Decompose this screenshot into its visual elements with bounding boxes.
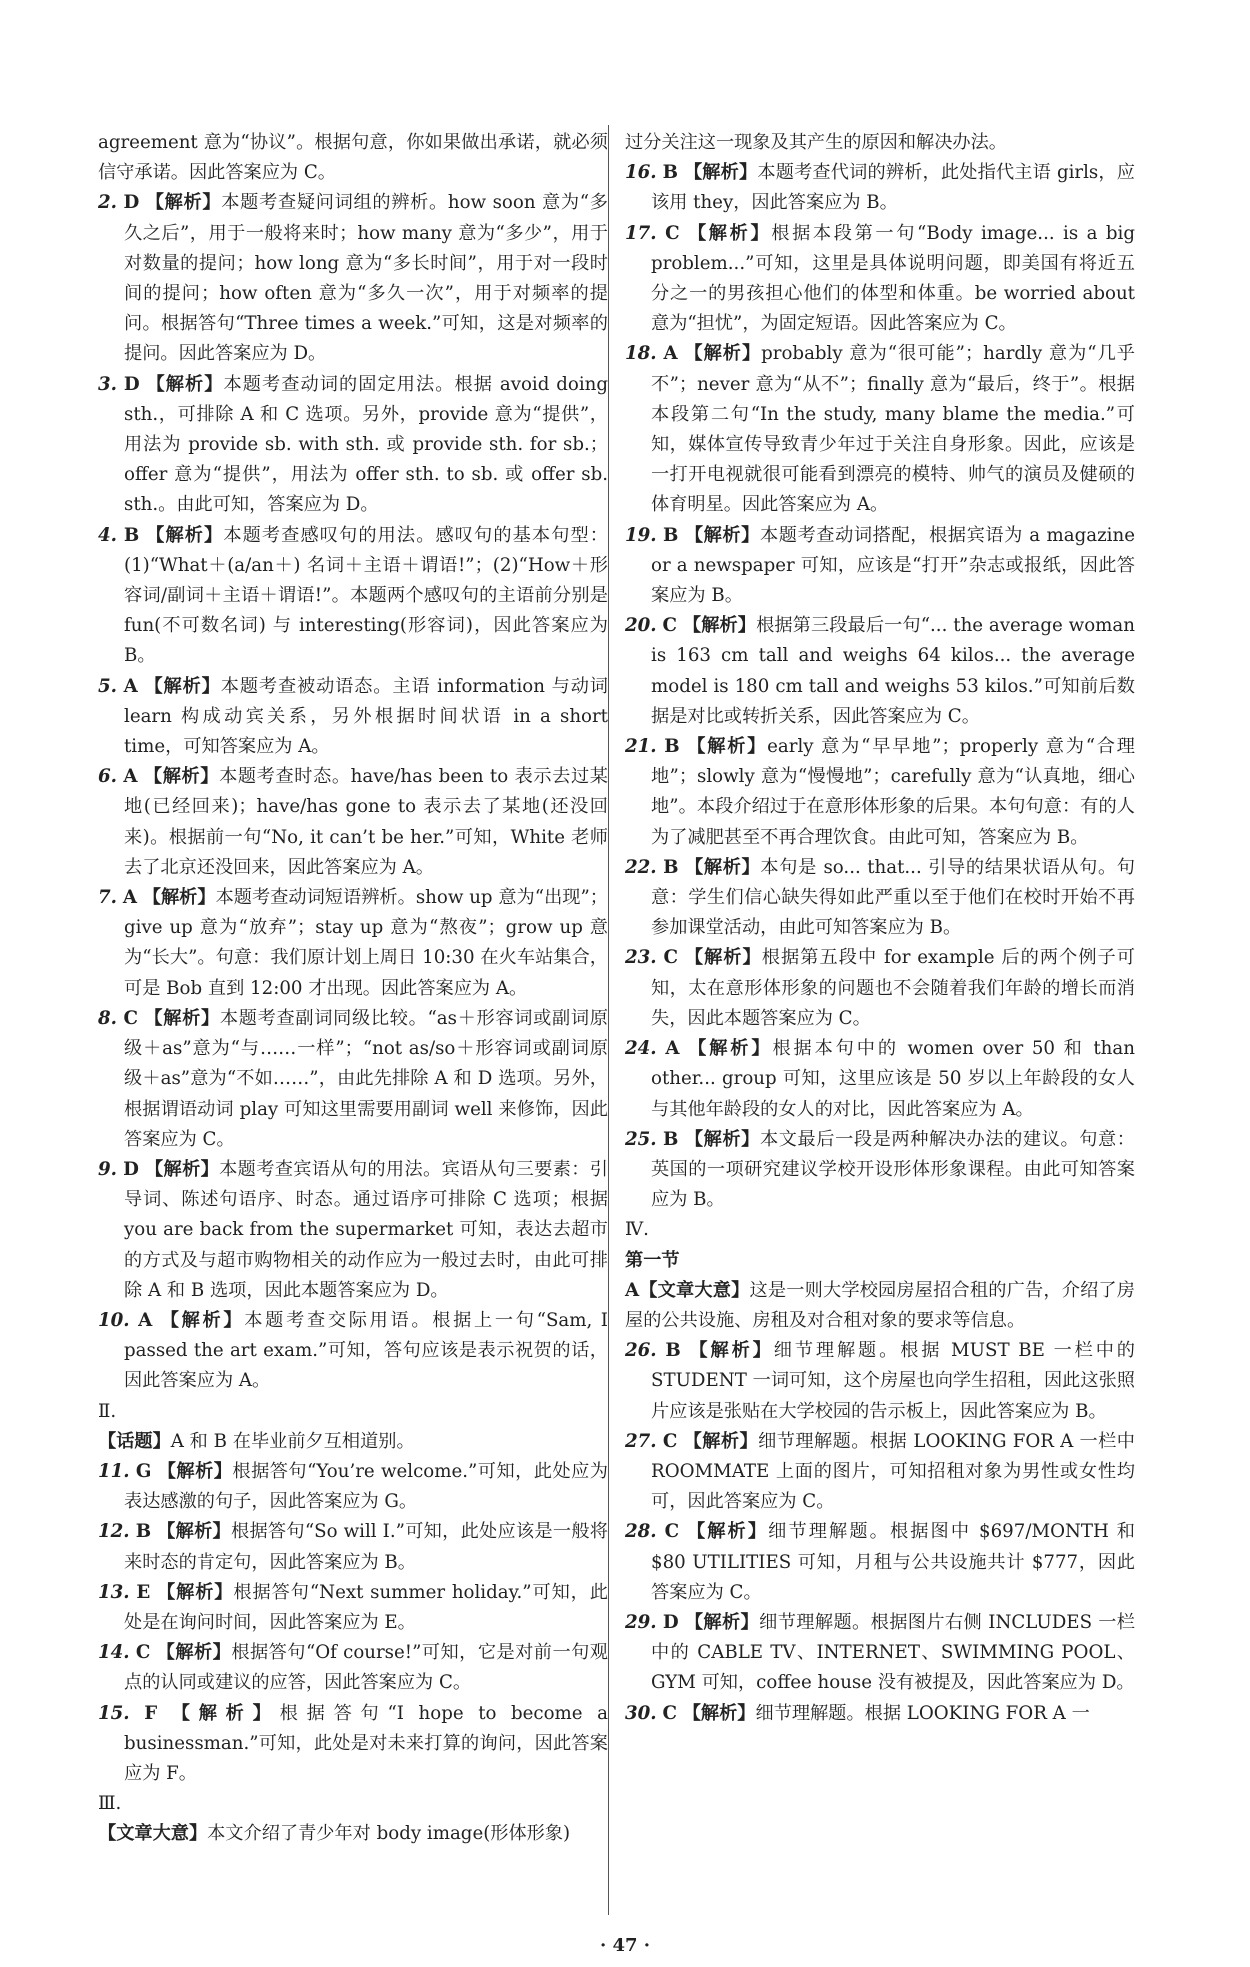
answer-item	[98, 672, 608, 763]
item-answer: C	[662, 1430, 678, 1452]
answer-item	[98, 521, 608, 672]
answer-item	[98, 1578, 608, 1638]
item-answer: B	[135, 1521, 152, 1543]
item-tag: 【解析】	[146, 373, 224, 395]
summary-tag: 【文章大意】	[98, 1823, 208, 1845]
item-answer: B	[664, 736, 680, 758]
item-text: 细节理解题。根据 MUST BE 一栏中的 STUDENT 一词可知，这个房屋也向学生招租，因此这张照片应该是张贴在大学校园的告示板上，因此答案应为 B。	[651, 1340, 1135, 1422]
answer-item	[625, 611, 1135, 732]
item-tag: 【解析】	[145, 1158, 220, 1180]
article-summary	[625, 1276, 1135, 1336]
answer-item	[98, 1638, 608, 1698]
item-number: 22.	[625, 856, 657, 878]
item-answer: B	[663, 1128, 679, 1150]
intro-paragraph: agreement 意为“协议”。根据句意，你如果做出承诺，就必须信守承诺。因此答案应为 C。	[98, 132, 608, 184]
item-tag: 【解析】	[684, 1128, 760, 1150]
item-answer: B	[662, 162, 678, 184]
answer-item	[98, 762, 608, 883]
item-number: 16.	[625, 162, 657, 184]
item-tag: 【解析】	[684, 1611, 760, 1633]
item-text: 本题考查宾语从句的用法。宾语从句三要素：引导词、陈述句语序、时态。通过语序可排除 C 选项；根据 you are back from the supermarket 可知，表达去超市的方式及与超市购物相关的动作应为一般过去时，由此可排除 A 和 B 选项，因此本题答案应为 D。	[124, 1158, 608, 1301]
item-text: 细节理解题。根据图中 $697/MONTH 和 $80 UTILITIES 可知，月租与公共设施共计 $777，因此答案应为 C。	[651, 1521, 1135, 1603]
item-answer: D	[123, 373, 140, 395]
item-answer: E	[136, 1581, 151, 1603]
item-answer: A	[663, 343, 678, 365]
item-tag: 【解析】	[157, 1521, 231, 1543]
item-number: 28.	[625, 1521, 657, 1543]
item-answer: B	[123, 524, 140, 546]
item-tag: 【解析】	[684, 856, 761, 878]
summary-text: 本文介绍了青少年对 body image(形体形象)	[207, 1823, 571, 1845]
item-number: 10.	[98, 1309, 130, 1331]
answer-item	[98, 1457, 608, 1517]
item-tag: 【解析】	[683, 1430, 759, 1452]
item-number: 6.	[98, 766, 117, 788]
item-number: 2.	[98, 192, 117, 214]
item-answer: C	[662, 615, 678, 637]
answer-item	[625, 853, 1135, 944]
item-number: 29.	[625, 1611, 657, 1633]
item-text: 根据本句中的 women over 50 和 than other... group 可知，这里应该是 50 岁以上年龄段的女人与其他年龄段的女人的对比，因此答案应为 A。	[651, 1038, 1135, 1120]
answer-item	[625, 1034, 1135, 1125]
item-text: 根据第三段最后一句“... the average woman is 163 cm tall and weighs 64 kilos... the average model is 180 cm tall and weighs 53 kilos.”可知前后数据是对比或转折关系，因此答案应为 C。	[651, 615, 1135, 727]
item-text: 根据答句“You’re welcome.”可知，此处应为表达感激的句子，因此答案应为 G。	[124, 1460, 608, 1513]
item-text: probably 意为“很可能”；hardly 意为“几乎不”；never 意为“从不”；finally 意为“最后，终于”。根据本段第二句“In the study, many blame the media.”可知，媒体宣传导致青少年过于关注自身形象。因此，应该是一打开电视就很可能看到漂亮的模特、帅气的演员及健硕的体育明星。因此答案应为 A。	[651, 343, 1135, 516]
item-answer: A	[122, 887, 137, 909]
item-answer: B	[663, 524, 679, 546]
answer-item	[625, 1517, 1135, 1608]
answer-item	[98, 188, 608, 369]
answer-item	[625, 943, 1135, 1034]
item-text: 本题考查动词搭配，根据宾语为 a magazine or a newspaper 可知，应该是“打开”杂志或报纸，因此答案应为 B。	[651, 524, 1135, 607]
answer-item	[98, 370, 608, 521]
item-answer: C	[665, 222, 680, 244]
summary-label: A	[625, 1279, 640, 1301]
item-answer: C	[123, 1007, 138, 1029]
item-number: 27.	[625, 1430, 657, 1452]
item-number: 20.	[625, 615, 657, 637]
item-text: 根据第五段中 for example 后的两个例子可知，太在意形体形象的问题也不会随着我们年龄的增长而消失，因此本题答案应为 C。	[651, 947, 1135, 1029]
item-number: 11.	[98, 1460, 130, 1482]
summary-text: 这是一则大学校园房屋招合租的广告，介绍了房屋的公共设施、房租及对合租对象的要求等信息。	[625, 1279, 1135, 1331]
item-number: 8.	[98, 1007, 117, 1029]
item-tag: 【解析】	[683, 162, 758, 184]
item-number: 3.	[98, 373, 117, 395]
item-tag: 【解析】	[686, 1521, 769, 1543]
answer-item	[98, 1155, 608, 1306]
item-number: 13.	[98, 1581, 130, 1603]
item-text: early 意为“早早地”；properly 意为“合理地”；slowly 意为“慢慢地”；carefully 意为“认真地，细心地”。本段介绍过于在意形体形象的后果。本句句意：有的人为了减肥甚至不再合理饮食。由此可知，答案应为 B。	[651, 736, 1135, 848]
item-number: 30.	[625, 1702, 657, 1724]
answer-item	[625, 732, 1135, 853]
item-tag: 【解析】	[682, 1702, 756, 1724]
item-number: 12.	[98, 1521, 130, 1543]
summary-paragraph	[98, 1819, 608, 1849]
item-tag: 【解析】	[160, 1309, 245, 1331]
answer-item	[625, 1336, 1135, 1427]
left-column	[98, 128, 608, 1850]
detail-answer-list	[625, 1336, 1135, 1729]
item-text: 本题考查时态。have/has been to 表示去过某地(已经回来)；have/has gone to 表示去了某地(还没回来)。根据前一句“No, it can’t be her.”可知，White 老师去了北京还没回来，因此答案应为 A。	[124, 766, 608, 878]
item-text: 本题考查动词短语辨析。show up 意为“出现”；give up 意为“放弃”；stay up 意为“熬夜”；grow up 意为“长大”。句意：我们原计划上周日 10:30 在火车站集合，可是 Bob 直到 12:00 才出现。因此答案应为 A。	[124, 887, 608, 999]
item-tag: 【解析】	[143, 766, 220, 788]
item-tag: 【解析】	[687, 222, 772, 244]
item-tag: 【解析】	[689, 1340, 774, 1362]
item-answer: D	[662, 1611, 679, 1633]
item-text: 根据答句“I hope to become a businessman.”可知，此处是对未来打算的询问，因此答案应为 F。	[124, 1702, 608, 1784]
item-answer: D	[123, 1158, 139, 1180]
item-number: 24.	[625, 1038, 657, 1060]
item-number: 18.	[625, 343, 657, 365]
item-answer: A	[123, 675, 138, 697]
item-tag: 【解析】	[682, 615, 757, 637]
subsection-heading: 第一节	[625, 1249, 680, 1271]
answer-item	[98, 1004, 608, 1155]
item-number: 4.	[98, 524, 117, 546]
answer-item	[98, 1517, 608, 1577]
item-text: 本文最后一段是两种解决办法的建议。句意：英国的一项研究建议学校开设形体形象课程。由此可知答案应为 B。	[651, 1128, 1135, 1211]
topic-text: A 和 B 在毕业前夕互相道别。	[170, 1430, 415, 1452]
answer-item	[625, 219, 1135, 340]
item-tag: 【解析】	[688, 1038, 773, 1060]
item-answer: D	[123, 192, 140, 214]
item-number: 23.	[625, 947, 657, 969]
answer-item	[98, 1699, 608, 1790]
item-number: 15.	[98, 1702, 130, 1724]
answer-item	[625, 1608, 1135, 1699]
section-heading-4: Ⅳ.	[625, 1219, 649, 1241]
item-tag: 【解析】	[144, 1007, 220, 1029]
reading-answer-list	[625, 158, 1135, 1215]
summary-continuation: 过分关注这一现象及其产生的原因和解决办法。	[625, 132, 1007, 153]
answer-item	[625, 1125, 1135, 1216]
item-number: 25.	[625, 1128, 657, 1150]
item-number: 17.	[625, 222, 657, 244]
item-answer: A	[665, 1038, 680, 1060]
item-text: 根据答句“Next summer holiday.”可知，此处是在询问时间，因此答案应为 E。	[124, 1581, 608, 1633]
item-number: 9.	[98, 1158, 117, 1180]
item-text: 本题考查代词的辨析，此处指代主语 girls，应该用 they，因此答案应为 B。	[651, 162, 1135, 214]
answer-item	[98, 883, 608, 1004]
item-tag: 【解析】	[684, 524, 760, 546]
answer-item	[625, 1699, 1135, 1729]
item-text: 本题考查副词同级比较。“as＋形容词或副词原级＋as”意为“与……一样”；“not as/so＋形容词或副词原级＋as”意为“不如……”，由此先排除 A 和 D 选项。另外，根据谓语动词 play 可知这里需要用副词 well 来修饰，因此答案应为 C。	[124, 1007, 608, 1150]
item-tag: 【解析】	[684, 947, 762, 969]
item-text: 本题考查感叹句的用法。感叹句的基本句型：(1)“What＋(a/an＋) 名词＋主语＋谓语!”；(2)“How＋形容词/副词＋主语＋谓语!”。本题两个感叹句的主语前分别是 fun(不可数名词) 与 interesting(形容词)，因此答案应为 B。	[124, 524, 608, 667]
item-answer: C	[135, 1642, 151, 1664]
item-text: 本题考查被动语态。主语 information 与动词 learn 构成动宾关系，另外根据时间状语 in a short time，可知答案应为 A。	[124, 675, 608, 758]
answer-item	[98, 1306, 608, 1397]
item-answer: G	[135, 1460, 152, 1482]
section-heading-3: Ⅲ.	[98, 1793, 122, 1815]
answer-item	[625, 521, 1135, 612]
item-tag: 【解析】	[145, 192, 222, 214]
item-answer: A	[123, 766, 138, 788]
answer-item	[625, 158, 1135, 218]
item-answer: C	[662, 1702, 677, 1724]
item-tag: 【解析】	[171, 1702, 280, 1724]
item-tag: 【解析】	[156, 1642, 232, 1664]
left-answer-list	[98, 188, 608, 1396]
item-number: 21.	[625, 736, 657, 758]
page-number: · 47 ·	[599, 1935, 651, 1956]
item-number: 7.	[98, 887, 117, 909]
item-number: 5.	[98, 675, 117, 697]
item-tag: 【解析】	[684, 343, 762, 365]
item-text: 细节理解题。根据 LOOKING FOR A 一栏中 ROOMMATE 上面的图片，可知招租对象为男性或女性均可，因此答案应为 C。	[651, 1430, 1135, 1513]
summary-tag: 【文章大意】	[639, 1279, 750, 1301]
item-text: 根据答句“Of course!”可知，它是对前一句观点的认同或建议的应答，因此答案应为 C。	[124, 1642, 608, 1694]
item-text: 本句是 so... that... 引导的结果状语从句。句意：学生们信心缺失得如此严重以至于他们在校时开始不再参加课堂活动，由此可知答案应为 B。	[651, 856, 1135, 939]
item-tag: 【解析】	[156, 1581, 234, 1603]
item-answer: C	[664, 1521, 680, 1543]
answer-item	[625, 339, 1135, 520]
topic-tag: 【话题】	[98, 1430, 171, 1452]
answer-item	[625, 1427, 1135, 1518]
item-tag: 【解析】	[687, 736, 768, 758]
item-text: 本题考查疑问词组的辨析。how soon 意为“多久之后”，用于一般将来时；how many 意为“多少”，用于对数量的提问；how long 意为“多长时间”，用于对一段时间的提问；how often 意为“多久一次”，用于对频率的提问。根据答句“Three times a week.”可知，这是对频率的提问。因此答案应为 D。	[124, 192, 608, 365]
item-number: 19.	[625, 524, 657, 546]
item-answer: B	[665, 1340, 681, 1362]
item-tag: 【解析】	[146, 524, 224, 546]
item-text: 根据本段第一句“Body image... is a big problem...”可知，这里是具体说明问题，即美国有将近五分之一的男孩担心他们的体型和体重。be worried about 意为“担忧”，为固定短语。因此答案应为 C。	[651, 222, 1135, 335]
item-tag: 【解析】	[157, 1460, 233, 1482]
section-heading-2: Ⅱ.	[98, 1400, 117, 1422]
item-tag: 【解析】	[142, 887, 216, 909]
item-number: 26.	[625, 1340, 657, 1362]
item-text: 本题考查动词的固定用法。根据 avoid doing sth.，可排除 A 和 C 选项。另外，provide 意为“提供”，用法为 provide sb. with sth. 或 provide sth. for sb.；offer 意为“提供”，用法为 offer sth. to sb. 或 offer sb. sth.。由此可知，答案应为 D。	[124, 373, 608, 516]
item-text: 本题考查交际用语。根据上一句“Sam, I passed the art exam.”可知，答句应该是表示祝贺的话，因此答案应为 A。	[124, 1309, 608, 1392]
item-answer: C	[663, 947, 678, 969]
topic-paragraph	[98, 1427, 608, 1457]
item-answer: A	[138, 1309, 153, 1331]
dialogue-answer-list	[98, 1457, 608, 1789]
item-text: 细节理解题。根据 LOOKING FOR A 一	[755, 1702, 1090, 1724]
item-text: 细节理解题。根据图片右侧 INCLUDES 一栏中的 CABLE TV、INTERNET、SWIMMING POOL、GYM 可知，coffee house 没有被提及，因此答案应为 D。	[651, 1611, 1135, 1694]
item-tag: 【解析】	[144, 675, 221, 697]
item-answer: F	[144, 1702, 158, 1724]
item-number: 14.	[98, 1642, 130, 1664]
item-answer: B	[663, 856, 679, 878]
column-divider	[608, 125, 609, 1915]
item-text: 根据答句“So will I.”可知，此处应该是一般将来时态的肯定句，因此答案应为 B。	[124, 1521, 608, 1573]
right-column	[625, 128, 1135, 1729]
